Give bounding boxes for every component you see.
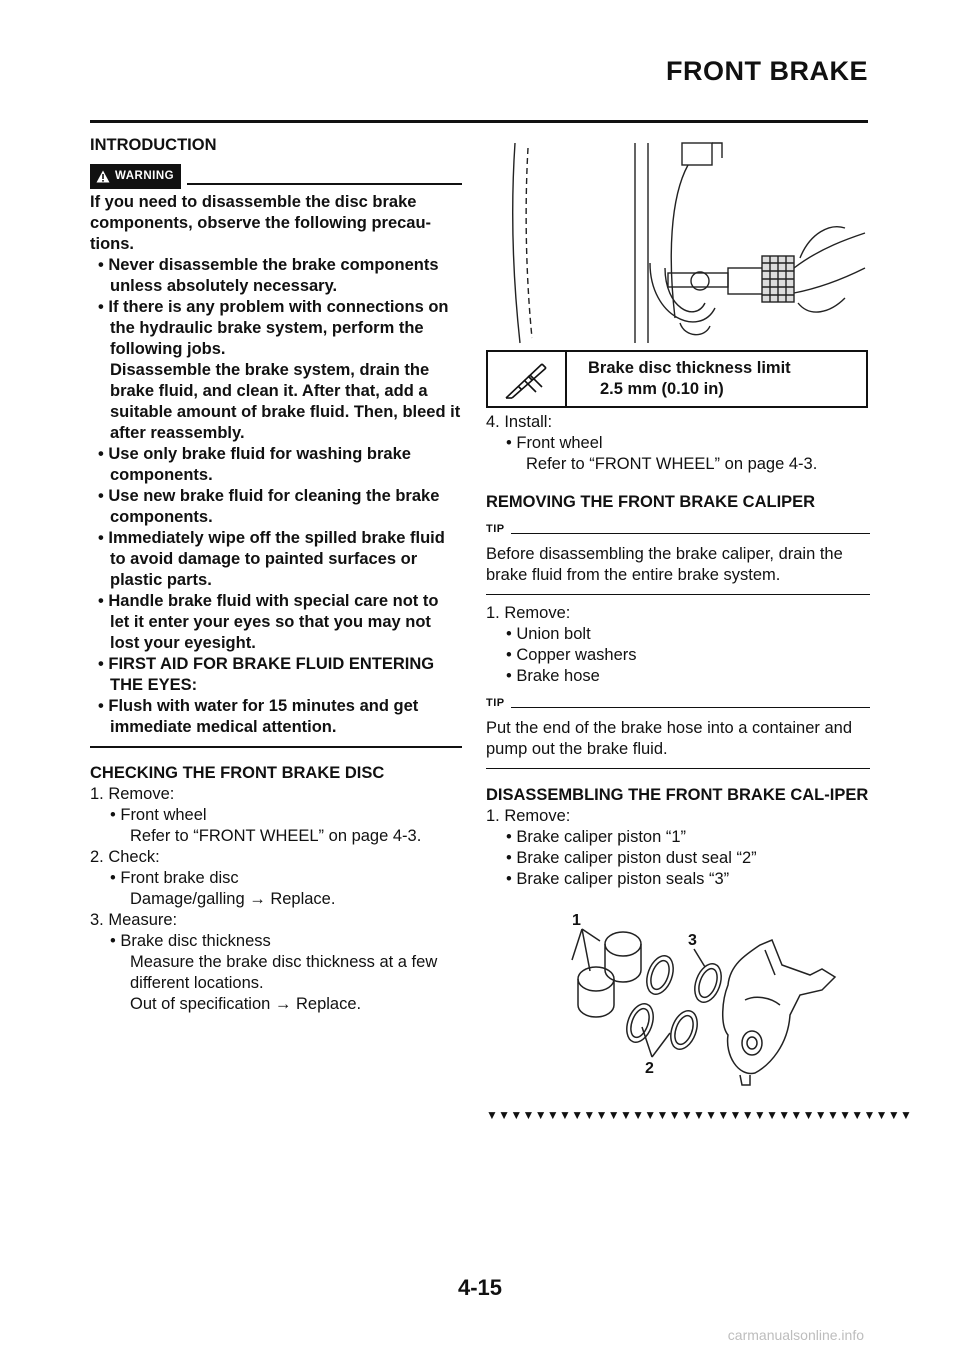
warning-triangle-icon xyxy=(96,170,110,183)
tip-rule xyxy=(511,707,870,708)
right-column xyxy=(486,412,870,890)
tip-label: TIP xyxy=(486,697,505,709)
step-label: 3. Measure: xyxy=(90,911,178,929)
step-item: • Union bolt xyxy=(506,625,591,643)
warning-lead: If you need to disassemble the disc brake components, observe the following precau-tions. xyxy=(90,193,432,253)
disassembling-heading: DISASSEMBLING THE FRONT BRAKE CAL-IPER xyxy=(486,786,869,804)
step-label: 2. Check: xyxy=(90,848,160,866)
step-item: • Front wheel xyxy=(506,434,603,452)
section-end-marker: ▼▼▼▼▼▼▼▼▼▼▼▼▼▼▼▼▼▼▼▼▼▼▼▼▼▼▼▼▼▼▼▼▼▼▼ xyxy=(486,1108,913,1122)
piston-lower xyxy=(578,967,614,1017)
tip-text: Put the end of the brake hose into a container and pump out the brake fluid. xyxy=(486,719,853,758)
step-note: Refer to “FRONT WHEEL” on page 4-3. xyxy=(526,455,818,473)
step-item: • Front brake disc xyxy=(110,869,239,887)
step-item: • Brake caliper piston “1” xyxy=(506,828,687,846)
spec-box xyxy=(486,350,868,408)
step-item: • Brake hose xyxy=(506,667,600,685)
callout-1: 1 xyxy=(572,912,581,929)
warning-end-rule xyxy=(90,746,462,748)
warning-bullet: • Use only brake fluid for washing brake components. xyxy=(98,445,411,484)
step-item: • Copper washers xyxy=(506,646,637,664)
step-note: Refer to “FRONT WHEEL” on page 4-3. xyxy=(130,827,422,845)
left-column xyxy=(90,135,462,1015)
warning-bullet: • If there is any problem with connections on the hydraulic brake system, perform the following jobs. xyxy=(98,298,449,358)
spec-text xyxy=(588,358,791,400)
warning-bullet: • Flush with water for 15 minutes and get immediate medical attention. xyxy=(98,697,419,736)
warning-label: WARNING xyxy=(115,170,175,182)
micrometer-illustration xyxy=(500,138,870,348)
spec-label: Brake disc thickness limit xyxy=(588,359,791,377)
warning-bullet: • FIRST AID FOR BRAKE FLUID ENTERING THE EYES: xyxy=(98,655,435,694)
checking-heading: CHECKING THE FRONT BRAKE DISC xyxy=(90,764,385,782)
step-label: 1. Remove: xyxy=(90,785,175,803)
step-label: 1. Remove: xyxy=(486,807,571,825)
callout-2: 2 xyxy=(645,1060,654,1077)
step-item: • Brake disc thickness xyxy=(110,932,271,950)
step-note: Out of specification → Replace. xyxy=(130,995,362,1013)
warning-bullet: • Handle brake fluid with special care not to let it enter your eyes so that you may not lost your eyesight. xyxy=(98,592,439,652)
tip-end-rule xyxy=(486,768,870,769)
page-number: 4-15 xyxy=(457,1275,503,1300)
tip-rule xyxy=(511,533,870,534)
piston-upper xyxy=(605,932,641,982)
warning-bullet-detail: Disassemble the brake system, drain the brake fluid, and clean it. After that, add a suitable amount of brake fluid. Then, bleed it after reassembly. xyxy=(110,361,461,442)
footer-watermark: carmanualsonline.info xyxy=(727,1327,864,1343)
spec-value: 2.5 mm (0.10 in) xyxy=(600,380,724,398)
warning-bullet: • Use new brake fluid for cleaning the brake components. xyxy=(98,487,440,526)
header-rule xyxy=(90,120,868,123)
tip-header xyxy=(486,519,870,540)
tip-text: Before disassembling the brake caliper, drain the brake fluid from the entire brake system. xyxy=(486,545,843,584)
tip-label: TIP xyxy=(486,523,505,535)
intro-heading: INTRODUCTION xyxy=(90,136,217,154)
spec-divider xyxy=(565,352,567,406)
warning-bullet: • Never disassemble the brake components unless absolutely necessary. xyxy=(98,256,439,295)
warning-bullet: • Immediately wipe off the spilled brake fluid to avoid damage to painted surfaces or plastic parts. xyxy=(98,529,445,589)
page-title: FRONT BRAKE xyxy=(666,56,868,86)
step-label: 4. Install: xyxy=(486,413,553,431)
step-note: Measure the brake disc thickness at a few different locations. xyxy=(130,953,438,992)
step-item: • Brake caliper piston seals “3” xyxy=(506,870,730,888)
step-label: 1. Remove: xyxy=(486,604,571,622)
tip-end-rule xyxy=(486,594,870,595)
tip-header xyxy=(486,693,870,714)
step-item: • Front wheel xyxy=(110,806,207,824)
warning-header xyxy=(90,164,462,189)
warning-badge xyxy=(90,164,181,189)
caliper-gauge-icon xyxy=(502,358,552,402)
step-item: • Brake caliper piston dust seal “2” xyxy=(506,849,757,867)
caliper-exploded-illustration xyxy=(560,905,860,1095)
warning-rule xyxy=(187,183,462,185)
step-note: Damage/galling → Replace. xyxy=(130,890,336,908)
callout-3: 3 xyxy=(688,932,697,949)
removing-heading: REMOVING THE FRONT BRAKE CALIPER xyxy=(486,493,816,511)
